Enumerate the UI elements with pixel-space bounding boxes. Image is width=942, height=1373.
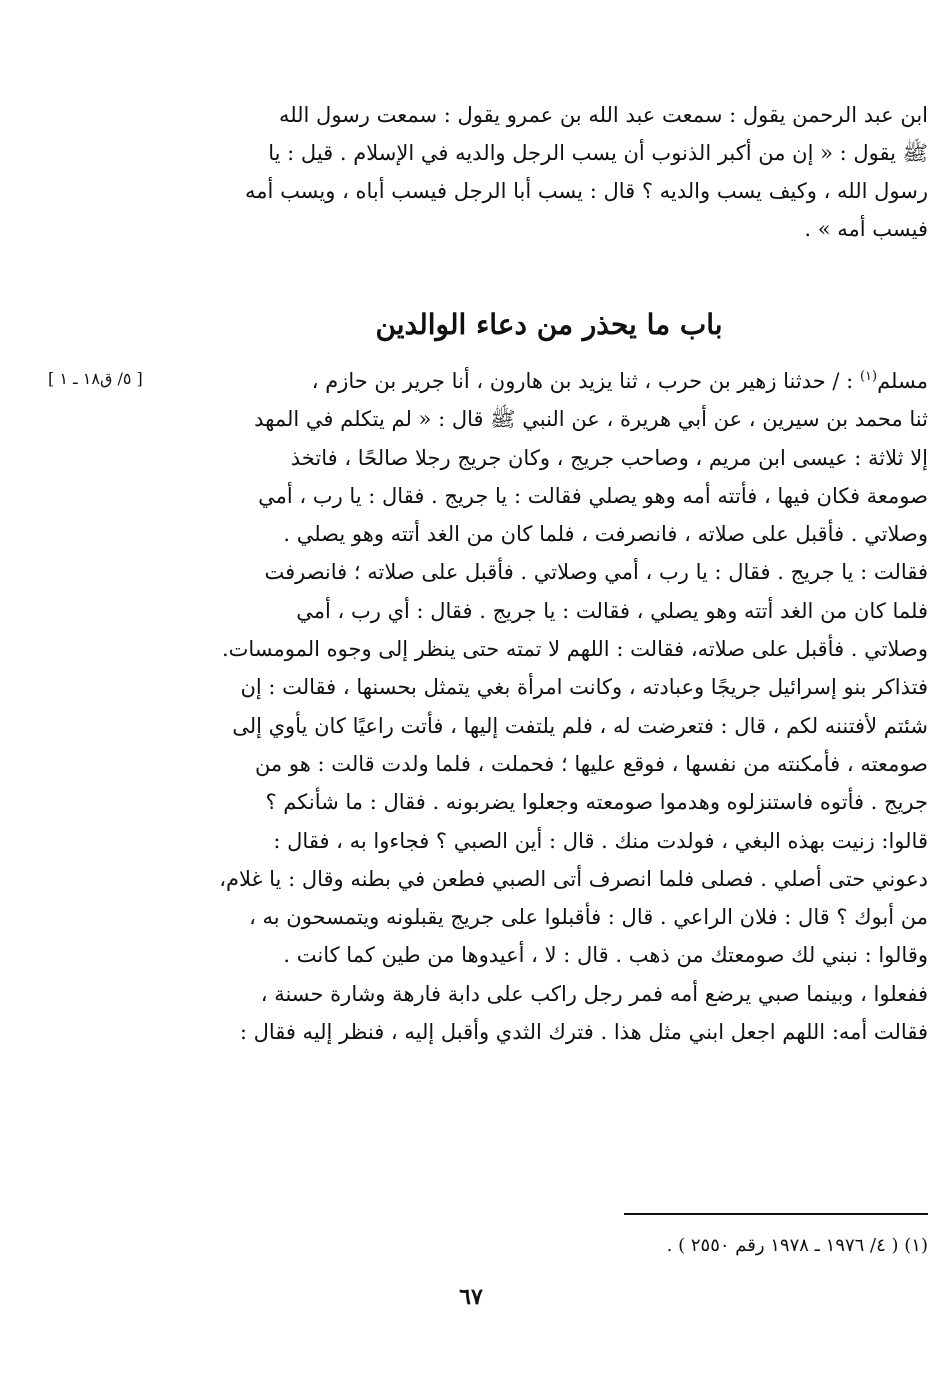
text-line: من أبوك ؟ قال : فلان الراعي . قال : فأقبلوا على جريج يقبلونه ويتمسحون به ، — [249, 905, 928, 930]
source-word: مسلم — [877, 369, 928, 393]
footnote-marker: (١) — [859, 369, 878, 384]
text-line: فلما كان من الغد أتته وهو يصلي ، فقالت : يا جريج . فقال : أي رب ، أمي — [296, 598, 928, 623]
text-line: ففعلوا ، وبينما صبي يرضع أمه فمر رجل راكب على دابة فارهة وشارة حسنة ، — [260, 981, 928, 1006]
text-line: ﷺ يقول : « إن من أكبر الذنوب أن يسب الرجل والديه في الإسلام . قيل : يا — [268, 141, 928, 165]
isnad-text: : / حدثنا زهير بن حرب ، ثنا يزيد بن هارون ، أنا جرير بن حازم ، — [311, 369, 854, 393]
chapter-heading: باب ما يحذر من دعاء الوالدين — [375, 308, 723, 341]
text-line: إلا ثلاثة : عيسى ابن مريم ، وصاحب جريج ، وكان جريج رجلا صالحًا ، فاتخذ — [290, 445, 928, 470]
text-line: صومعته ، فأمكنته من نفسها ، فوقع عليها ؛ فحملت ، فلما ولدت قالت : هو من — [254, 751, 928, 776]
page-number: ٦٧ — [459, 1284, 483, 1310]
text-line: فقالت : يا جريج . فقال : يا رب ، أمي وصلاتي . فأقبل على صلاته ؛ فانصرفت — [264, 560, 928, 585]
text-line: فتذاكر بنو إسرائيل جريجًا وعبادته ، وكانت امرأة بغي يتمثل بحسنها ، فقالت : إن — [240, 675, 928, 700]
footnote: (١) ( ٤/ ١٩٧٦ ـ ١٩٧٨ رقم ٢٥٥٠ ) . — [666, 1235, 928, 1256]
text-line: وصلاتي . فأقبل على صلاته ، فانصرفت ، فلما كان من الغد أتته وهو يصلي . — [283, 522, 928, 547]
text-line: فيسب أمه » . — [804, 217, 928, 241]
text-line: رسول الله ، وكيف يسب والديه ؟ قال : يسب أبا الرجل فيسب أباه ، ويسب أمه — [245, 179, 928, 203]
text-line: صومعة فكان فيها ، فأتته أمه وهو يصلي فقالت : يا جريج . فقال : يا رب ، أمي — [258, 483, 928, 508]
text-line: وصلاتي . فأقبل على صلاته، فقالت : اللهم لا تمته حتى ينظر إلى وجوه المومسات. — [221, 637, 928, 662]
text-line: قالوا: زنيت بهذه البغي ، فولدت منك . قال : أين الصبي ؟ فجاءوا به ، فقال : — [273, 828, 928, 853]
text-line: ابن عبد الرحمن يقول : سمعت عبد الله بن عمرو يقول : سمعت رسول الله — [278, 103, 928, 127]
text-line: وقالوا : نبني لك صومعتك من ذهب . قال : لا ، أعيدوها من طين كما كانت . — [283, 943, 928, 968]
text-line-first — [170, 362, 928, 400]
text-line: فقالت أمه: اللهم اجعل ابني مثل هذا . فترك الثدي وأقبل إليه ، فنظر إليه فقال : — [239, 1020, 928, 1045]
text-line: شئتم لأفتننه لكم ، قال : فتعرضت له ، فلم يلتفت إليها ، فأتت راعيًا كان يأوي إلى — [232, 713, 928, 738]
manuscript-folio-reference: [ ٥/ ق١٨ ـ ١ ] — [48, 369, 143, 388]
top-paragraph — [170, 96, 928, 248]
text-line: ثنا محمد بن سيرين ، عن أبي هريرة ، عن النبي ﷺ قال : « لم يتكلم في المهد — [254, 407, 928, 432]
text-line: دعوني حتى أصلي . فصلى فلما انصرف أتى الصبي فطعن في بطنه وقال : يا غلام، — [219, 866, 928, 891]
footnote-divider — [624, 1213, 928, 1215]
text-line: جريج . فأتوه فاستنزلوه وهدموا صومعته وجعلوا يضربونه . فقال : ما شأنكم ؟ — [265, 790, 928, 815]
main-paragraph — [170, 362, 928, 1051]
